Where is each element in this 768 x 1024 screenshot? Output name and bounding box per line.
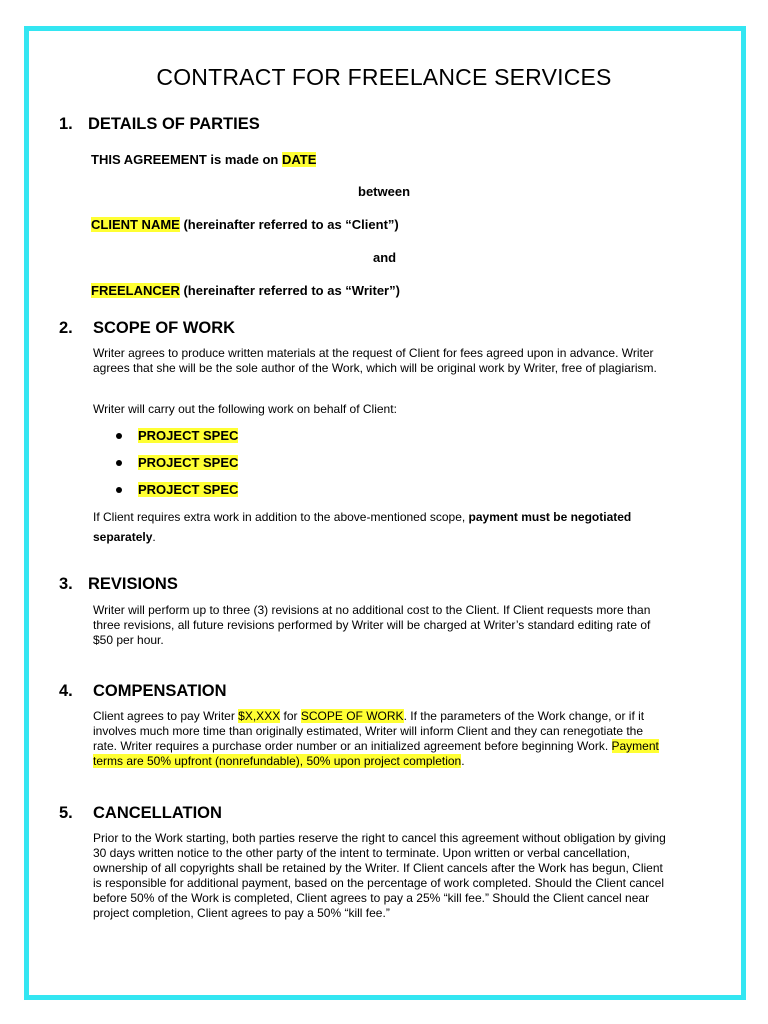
comp-text-2: for bbox=[280, 709, 301, 723]
extra-work-bold: payment must be negotiated bbox=[468, 510, 632, 524]
section-4-number: 4. bbox=[59, 682, 73, 700]
amount-placeholder: $X,XXX bbox=[238, 709, 281, 723]
section-3-heading: REVISIONS bbox=[88, 575, 178, 593]
cancellation-paragraph: Prior to the Work starting, both parties reserve the right to cancel this agreement without obligation by giving 30 days written notice to the other party of the intent to terminate. Upon written or verbal cancellation, ownership of all copyrights shall be retained by the Writer. If Client cancels after the Work has begun, Client is responsible for additional payment, based on the percentage of work completed. Should the Client cancel before 50% of the Work is completed, Client agrees to pay a 25% “kill fee.” Should the Client cancel near project completion, Client agrees to pay a 50% “kill fee.” bbox=[93, 831, 666, 920]
section-2-heading: SCOPE OF WORK bbox=[93, 319, 236, 337]
date-placeholder: DATE bbox=[281, 152, 317, 167]
section-5-heading: CANCELLATION bbox=[93, 804, 222, 822]
section-1-number: 1. bbox=[59, 115, 73, 133]
scope-paragraph: Writer agrees to produce written materials at the request of Client for fees agreed upon in advance. Writer agrees that she will be the sole author of the Work, which will be original work by Writer, free of plagiarism. bbox=[93, 346, 657, 375]
and-text: and bbox=[373, 250, 397, 265]
bullet-item-1 bbox=[138, 428, 238, 443]
section-2-number: 2. bbox=[59, 319, 73, 337]
payment-terms-highlight: Payment terms are 50% upfront (nonrefundable), 50% upon project completion bbox=[93, 739, 659, 768]
project-spec-placeholder: PROJECT SPEC bbox=[138, 482, 239, 497]
bullet-item-3 bbox=[138, 482, 238, 497]
comp-text-3: . If the parameters of the Work change, or if it involves much more time than originally estimated, Writer will inform Client and they can renegotiate the rate. Writer requires a purchase order number or an initialized agreement before beginning Work. bbox=[93, 709, 645, 753]
comp-text-4: . bbox=[461, 754, 465, 768]
section-3-number: 3. bbox=[59, 575, 73, 593]
section-4-heading: COMPENSATION bbox=[93, 682, 227, 700]
extra-work-line-2 bbox=[93, 530, 156, 544]
project-spec-placeholder: PROJECT SPEC bbox=[138, 455, 239, 470]
section-1-heading: DETAILS OF PARTIES bbox=[88, 115, 260, 133]
bullet-item-2 bbox=[138, 455, 238, 470]
comp-text-1: Client agrees to pay Writer bbox=[93, 709, 239, 723]
agreement-text: THIS AGREEMENT is made on bbox=[91, 152, 282, 167]
extra-work-bold-2: separately bbox=[93, 530, 153, 544]
freelancer-line bbox=[91, 283, 400, 298]
freelancer-placeholder: FREELANCER bbox=[91, 283, 180, 298]
extra-work-line-1 bbox=[93, 510, 631, 524]
between-text: between bbox=[358, 184, 411, 199]
bullet-dot-1 bbox=[116, 433, 122, 439]
scope-work-intro: Writer will carry out the following work on behalf of Client: bbox=[93, 402, 397, 416]
extra-work-text: If Client requires extra work in addition to the above-mentioned scope, bbox=[93, 510, 469, 524]
client-line bbox=[91, 217, 399, 232]
section-5-number: 5. bbox=[59, 804, 73, 822]
client-name-placeholder: CLIENT NAME bbox=[91, 217, 180, 232]
compensation-paragraph bbox=[93, 709, 669, 769]
project-spec-placeholder: PROJECT SPEC bbox=[138, 428, 239, 443]
client-ref-text: (hereinafter referred to as “Client”) bbox=[179, 217, 399, 232]
scope-placeholder: SCOPE OF WORK bbox=[300, 709, 404, 723]
document-title: CONTRACT FOR FREELANCE SERVICES bbox=[156, 64, 612, 90]
bullet-dot-2 bbox=[116, 460, 122, 466]
extra-work-period: . bbox=[152, 530, 156, 544]
bullet-dot-3 bbox=[116, 487, 122, 493]
revisions-paragraph: Writer will perform up to three (3) revisions at no additional cost to the Client. If Client requests more than three revisions, all future revisions performed by Writer will be charged at Writer’s standard editing rate of $50 per hour. bbox=[93, 603, 651, 647]
agreement-line bbox=[91, 152, 316, 167]
freelancer-ref-text: (hereinafter referred to as “Writer”) bbox=[179, 283, 400, 298]
